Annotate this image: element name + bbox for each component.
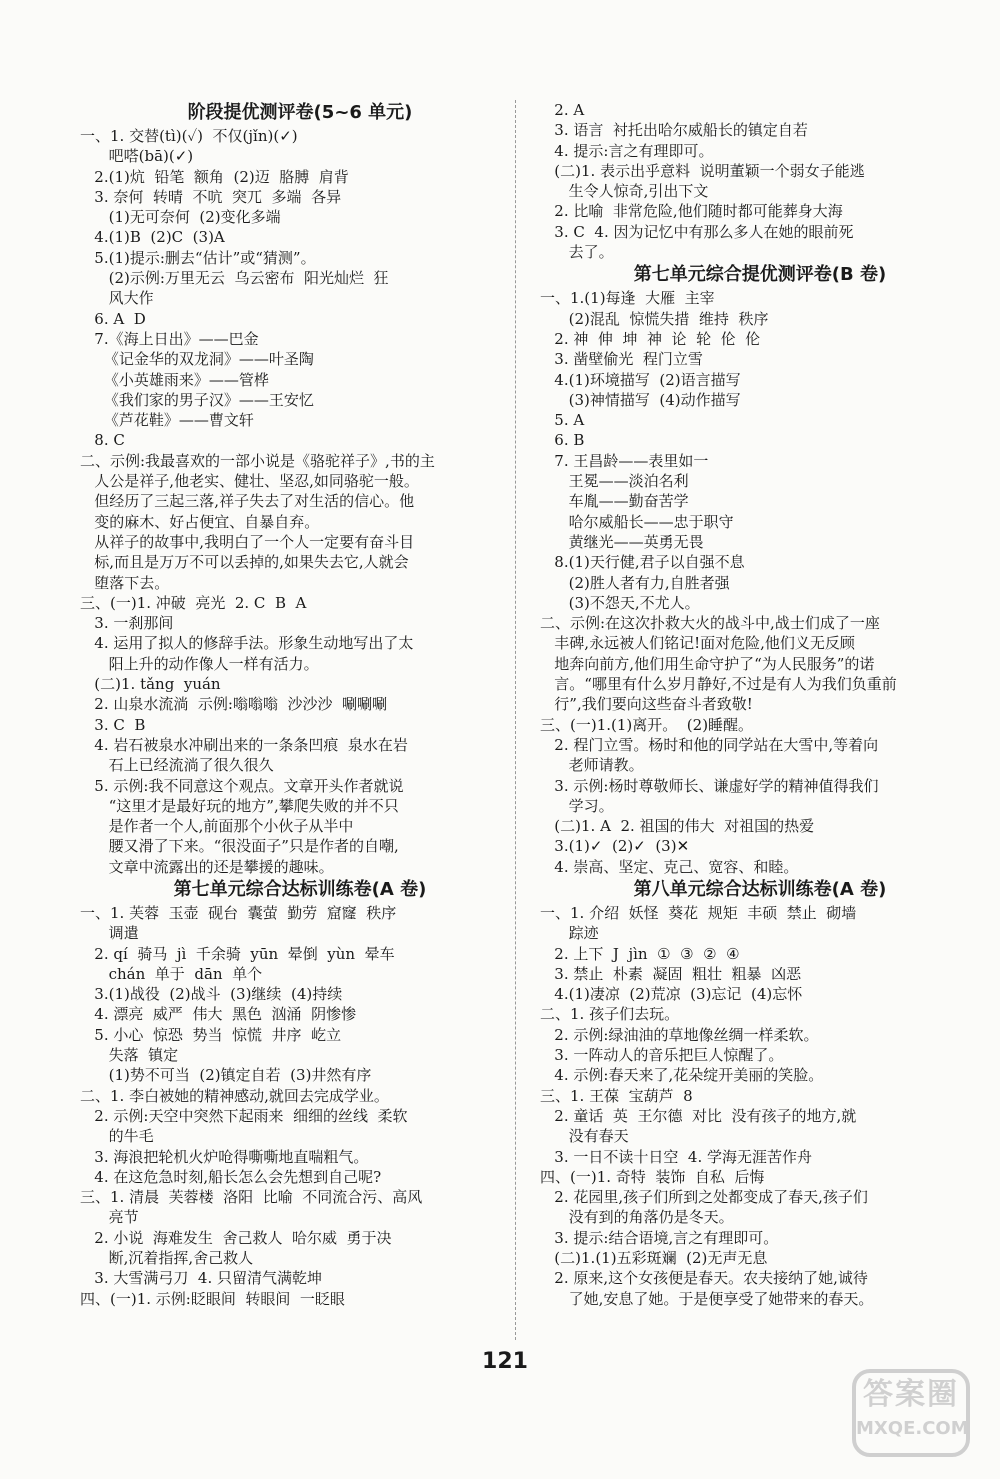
answer-line: (2)混乱 惊慌失措 维持 秩序 [540, 309, 769, 328]
answer-line: 但经历了三起三落,祥子失去了对生活的信心。他 [80, 492, 415, 511]
answer-line: (1)无可奈何 (2)变化多端 [80, 208, 281, 227]
answer-line: 4.(1)环境描写 (2)语言描写 [540, 370, 741, 389]
answer-line: 4. 提示:言之有理即可。 [540, 141, 714, 160]
answer-line: 是作者一个人,前面那个小伙子从半中 [80, 817, 354, 836]
answer-line: 3. C 4. 因为记忆中有那么多人在她的眼前死 [540, 222, 854, 241]
answer-line: 2. 山泉水流淌 示例:嗡嗡嗡 沙沙沙 唰唰唰 [80, 695, 388, 714]
answer-line: 一、1. 交替(tì)(✓) 不仅(jǐn)(✓) [80, 127, 298, 145]
answer-line: 四、(一)1. 奇特 装饰 自私 后悔 [540, 1167, 765, 1186]
answer-line: 4.(1)凄凉 (2)荒凉 (3)忘记 (4)忘怀 [540, 985, 803, 1004]
answer-line: 4.(1)B (2)C (3)A [80, 228, 225, 247]
answer-line: 2. 示例:天空中突然下起雨来 细细的丝线 柔软 [80, 1106, 408, 1125]
answer-line: 吧嗒(bā)(✓) [80, 147, 194, 166]
answer-line: 3. 语言 衬托出哈尔威船长的镇定自若 [540, 121, 808, 140]
answer-line: 踪迹 [540, 924, 599, 943]
answer-line: 一、1.(1)每逢 大雁 主宰 [540, 289, 715, 308]
answer-line: (二)1. A 2. 祖国的伟大 对祖国的热爱 [540, 817, 815, 836]
answer-line: 5.(1)提示:删去“估计”或“猜测”。 [80, 248, 316, 267]
answer-line: (2)胜人者有力,自胜者强 [540, 573, 730, 592]
answer-line: 三、(一)1. 冲破 亮光 2. C B A [80, 593, 307, 612]
answer-line: 8. C [80, 431, 125, 450]
section-heading: 第七单元综合提优测评卷(B 卷) [633, 264, 887, 286]
answer-line: 2. 童话 英 王尔德 对比 没有孩子的地方,就 [540, 1106, 857, 1125]
answer-line: 5. A [540, 411, 585, 430]
answer-line: 阳上升的动作像人一样有活力。 [80, 654, 319, 673]
page-number-badge [475, 1340, 535, 1384]
right-column [540, 100, 980, 1309]
answer-line: “这里才是最好玩的地方”,攀爬失败的并不只 [80, 796, 399, 815]
answer-line: 堕落下去。 [80, 573, 170, 592]
answer-line: 3. 凿壁偷光 程门立雪 [540, 350, 703, 369]
answer-line: 了她,安息了她。于是便享受了她带来的春天。 [540, 1289, 874, 1308]
answer-line: 三、1. 清晨 芙蓉楼 洛阳 比喻 不同流合污、高风 [80, 1188, 423, 1207]
answer-line: 7. 王昌龄——表里如一 [540, 451, 709, 470]
answer-line: 3. 示例:杨时尊敬师长、谦虚好学的精神值得我们 [540, 776, 879, 795]
answer-line: 2. 花园里,孩子们所到之处都变成了春天,孩子们 [540, 1188, 868, 1207]
answer-line: 风大作 [80, 289, 154, 308]
answer-line: 4. 运用了拟人的修辞手法。形象生动地写出了太 [80, 634, 414, 653]
answer-line: 亮节 [80, 1208, 139, 1227]
answer-line: 6. B [540, 431, 585, 450]
page-number: 121 [482, 1349, 528, 1374]
answer-line: 3. 一日不读十日空 4. 学海无涯苦作舟 [540, 1147, 813, 1166]
answer-line: 3. 海浪把轮机火炉呛得嘶嘶地直喘粗气。 [80, 1147, 369, 1166]
answer-line: (二)1. 表示出乎意料 说明董颖一个弱女子能逃 [540, 161, 865, 180]
answer-line: 8.(1)天行健,君子以自强不息 [540, 553, 745, 572]
answer-line: 黄继光——英勇无畏 [540, 532, 704, 551]
answer-line: 4. 漂亮 威严 伟大 黑色 汹涌 阴惨惨 [80, 1005, 357, 1024]
answer-line: (二)1.(1)五彩斑斓 (2)无声无息 [540, 1249, 768, 1268]
answer-line: 二、示例:在这次扑救大火的战斗中,战士们成了一座 [540, 614, 880, 633]
section-heading: 第八单元综合达标训练卷(A 卷) [633, 878, 887, 900]
answer-line: 《芦花鞋》——曹文轩 [80, 411, 254, 430]
answer-line: chán 单于 dān 单个 [80, 964, 263, 983]
answer-line: 5. 小心 惊恐 势当 惊慌 井序 屹立 [80, 1025, 342, 1044]
answer-line: 2. 示例:绿油油的草地像丝绸一样柔软。 [540, 1025, 819, 1044]
answer-line: 行”,我们要向这些奋斗者致敬! [540, 695, 753, 714]
answer-line: 断,沉着指挥,舍己救人 [80, 1249, 254, 1268]
answer-line: (二)1. tǎng yuán [80, 675, 221, 694]
answer-line: 王冕——淡泊名利 [540, 472, 689, 491]
answer-line: 哈尔威船长——忠于职守 [540, 512, 734, 531]
answer-line: 调遣 [80, 924, 139, 943]
answer-line: 2. 神 伸 坤 神 论 轮 伦 伦 [540, 329, 761, 348]
answer-line: 从祥子的故事中,我明白了一个人一定要有奋斗目 [80, 532, 415, 551]
section-heading: 第七单元综合达标训练卷(A 卷) [173, 878, 427, 900]
answer-line: 的牛毛 [80, 1127, 154, 1146]
answer-line: 变的麻木、好占便宜、自暴自弃。 [80, 512, 320, 531]
answer-line: 没有春天 [540, 1127, 629, 1146]
answer-line: 3. C B [80, 715, 146, 734]
answer-line: 生令人惊奇,引出下文 [540, 182, 709, 201]
column-divider [515, 100, 517, 1340]
answer-line: 4. 示例:春天来了,花朵绽开美丽的笑脸。 [540, 1066, 824, 1085]
answer-line: 3.(1)✓ (2)✓ (3)✕ [540, 837, 690, 856]
answer-line: 三、1. 王葆 宝葫芦 8 [540, 1086, 693, 1105]
answer-line: (3)神情描写 (4)动作描写 [540, 390, 741, 409]
answer-line: (2)示例:万里无云 乌云密布 阳光灿烂 狂 [80, 269, 389, 288]
answer-line: 3.(1)战役 (2)战斗 (3)继续 (4)持续 [80, 985, 343, 1004]
answer-line: 5. 示例:我不同意这个观点。文章开头作者就说 [80, 776, 404, 795]
answer-line: 3. 禁止 朴素 凝固 粗壮 粗暴 凶恶 [540, 964, 802, 983]
answer-line: 2. 原来,这个女孩便是春天。农夫接纳了她,诚待 [540, 1269, 868, 1288]
answer-line: 4. 在这危急时刻,船长怎么会先想到自己呢? [80, 1167, 382, 1186]
answer-line: 没有到的角落仍是冬天。 [540, 1208, 734, 1227]
answer-line: (3)不怨天,不尤人。 [540, 593, 700, 612]
answer-line: 标,而且是万万不可以丢掉的,如果失去它,人就会 [80, 553, 409, 572]
answer-line: 去了。 [540, 243, 614, 262]
answer-line: 车胤——勤奋苦学 [540, 492, 689, 511]
answer-line: 一、1. 介绍 妖怪 葵花 规矩 丰硕 禁止 砌墙 [540, 903, 857, 922]
answer-line: 2. 上下 J jìn ① ③ ② ④ [540, 944, 740, 963]
answer-line: 2. 程门立雪。杨时和他的同学站在大雪中,等着向 [540, 735, 879, 754]
answer-line: 《小英雄雨来》——管桦 [80, 370, 269, 389]
answer-line: 3. 奈何 转晴 不吭 突兀 多端 各异 [80, 187, 342, 206]
answer-line: 6. A D [80, 309, 146, 328]
answer-line: 《记金华的双龙洞》——叶圣陶 [80, 350, 314, 369]
answer-line: 4. 崇高、坚定、克己、宽容、和睦。 [540, 857, 799, 876]
answer-line: 2.(1)炕 铅笔 额角 (2)迈 胳膊 肩背 [80, 167, 349, 186]
answer-line: 《我们家的男子汉》——王安忆 [80, 390, 314, 409]
left-column [80, 100, 520, 1309]
answer-line: 7.《海上日出》——巴金 [80, 329, 259, 348]
answer-line: 言。“哪里有什么岁月静好,不过是有人为我们负重前 [540, 675, 897, 694]
answer-line: 3. 提示:结合语境,言之有理即可。 [540, 1228, 779, 1247]
answer-line: 腰又滑了下来。“很没面子”只是作者的自嘲, [80, 837, 399, 856]
section-heading: 阶段提优测评卷(5~6 单元) [187, 102, 413, 123]
watermark-title: 答案圈 [863, 1377, 959, 1412]
answer-line: 石上已经流淌了很久很久 [80, 756, 274, 775]
answer-line: 4. 岩石被泉水冲刷出来的一条条凹痕 泉水在岩 [80, 735, 408, 754]
watermark-url: MXQE.COM [856, 1418, 969, 1439]
answer-line: 3. 一刹那间 [80, 614, 174, 633]
answer-line: 2. 小说 海难发生 舍己救人 哈尔威 勇于决 [80, 1228, 392, 1247]
answer-line: (1)势不可当 (2)镇定自若 (3)井然有序 [80, 1066, 372, 1085]
answer-line: 四、(一)1. 示例:眨眼间 转眼间 一眨眼 [80, 1289, 345, 1308]
answer-line: 文章中流露出的还是攀援的趣味。 [80, 857, 334, 876]
answer-line: 三、(一)1.(1)离开。 (2)睡醒。 [540, 715, 754, 734]
answer-line: 2. A [540, 101, 585, 119]
answer-line: 2. qí 骑马 jì 千余骑 yūn 晕倒 yùn 晕车 [80, 944, 395, 963]
answer-line: 老师请教。 [540, 756, 644, 775]
answer-line: 二、示例:我最喜欢的一部小说是《骆驼祥子》,书的主 [80, 451, 435, 470]
answer-line: 3. 大雪满弓刀 4. 只留清气满乾坤 [80, 1269, 323, 1288]
answer-line: 一、1. 芙蓉 玉壶 砚台 囊萤 勤劳 窟窿 秩序 [80, 903, 397, 922]
answer-line: 学习。 [540, 796, 614, 815]
answer-line: 地奔向前方,他们用生命守护了“为人民服务”的诺 [540, 654, 875, 673]
answer-line: 丰碑,永远被人们铭记!面对危险,他们义无反顾 [540, 634, 855, 653]
answer-line: 人公是祥子,他老实、健壮、坚忍,如同骆驼一般。 [80, 472, 419, 491]
answer-line: 二、1. 孩子们去玩。 [540, 1005, 680, 1024]
answer-line: 失落 镇定 [80, 1046, 179, 1065]
answer-line: 3. 一阵动人的音乐把巨人惊醒了。 [540, 1046, 784, 1065]
watermark-logo [852, 1369, 970, 1457]
answer-line: 2. 比喻 非常危险,他们随时都可能葬身大海 [540, 202, 843, 221]
answer-line: 二、1. 李白被她的精神感动,就回去完成学业。 [80, 1086, 389, 1105]
